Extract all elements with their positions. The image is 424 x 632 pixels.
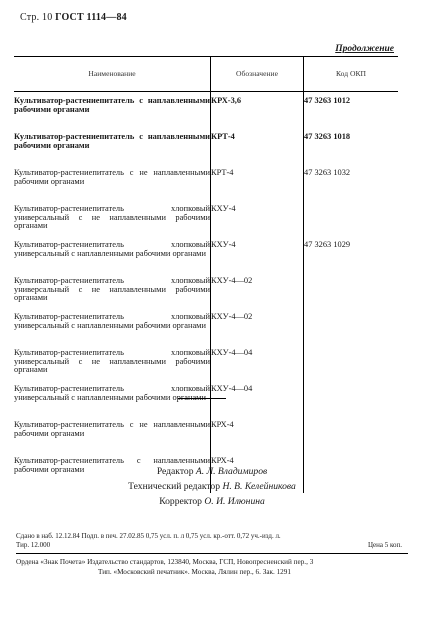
- row-name: Культиватор-растениепитатель с не наплавленными рабочими органами: [14, 168, 210, 186]
- proofreader-name: О. И. Илюнина: [204, 496, 265, 507]
- publisher-line-1: Ордена «Знак Почета» Издательство стандартов, 123840, Москва, ГСП, Новопресненский пер., 3: [16, 558, 314, 566]
- table-row: [14, 97, 398, 133]
- table-row: [14, 313, 398, 349]
- tech-editor-label: Технический редактор: [128, 481, 221, 492]
- table-body: [14, 92, 398, 494]
- row-code: 47 3263 1032: [304, 169, 399, 205]
- row-code: 47 3263 1018: [304, 133, 399, 169]
- proofreader-label: Корректор: [159, 496, 202, 507]
- publisher-line-2: Тип. «Московский печатник». Москва, Лялин пер., 6. Зак. 1291: [98, 568, 291, 576]
- table-row: [14, 277, 398, 313]
- row-code: 47 3263 1029: [304, 241, 399, 277]
- table-row: [14, 169, 398, 205]
- tech-editor-name: Н. В. Келейникова: [222, 481, 296, 492]
- row-code: [304, 385, 399, 421]
- row-name: Культиватор-растениепитатель с не наплавленными рабочими органами: [14, 420, 210, 438]
- imprint-price: Цена 5 коп.: [367, 541, 402, 549]
- row-designation: КРХ-4: [211, 421, 304, 457]
- table-row: [14, 205, 398, 241]
- row-designation: КРТ-4: [211, 169, 304, 205]
- row-designation: КРХ-4: [211, 457, 304, 493]
- row-designation: КХУ-4—04: [211, 349, 304, 385]
- tech-editor-credit: [0, 481, 424, 492]
- row-name: Культиватор-растениепитатель хлопковый универсальный с не наплавленными рабочими органами: [14, 204, 210, 231]
- column-header-designation: Обозначение: [211, 57, 304, 92]
- row-name: Культиватор-растениепитатель с наплавленными рабочими органами: [14, 96, 210, 114]
- row-designation: КХУ-4: [211, 205, 304, 241]
- column-header-name: Наименование: [14, 57, 211, 92]
- editor-label: Редактор: [156, 466, 194, 477]
- row-code: [304, 349, 399, 385]
- products-table: [14, 56, 398, 493]
- table-header-row: [14, 57, 398, 92]
- row-code: [304, 313, 399, 349]
- table-row: [14, 133, 398, 169]
- page-number: Стр. 10: [20, 12, 53, 23]
- row-designation: КХУ-4: [211, 241, 304, 277]
- continuation-label: Продолжение: [335, 44, 394, 54]
- imprint-circulation: Тир. 12.000: [16, 541, 51, 549]
- row-name: Культиватор-растениепитатель хлопковый универсальный с наплавленными рабочими органами: [14, 240, 210, 258]
- row-code: [304, 421, 399, 457]
- row-designation: КХУ-4—02: [211, 277, 304, 313]
- row-designation: КРТ-4: [211, 133, 304, 169]
- row-name: Культиватор-растениепитатель с наплавленными рабочими органами: [14, 456, 210, 474]
- row-name: Культиватор-растениепитатель хлопковый универсальный с не наплавленными рабочими органами: [14, 348, 210, 375]
- row-code: 47 3263 1012: [304, 97, 399, 133]
- row-designation: КХУ-4—04: [211, 385, 304, 421]
- page-header: [20, 12, 127, 23]
- table-row: [14, 421, 398, 457]
- row-name: Культиватор-растениепитатель хлопковый универсальный с наплавленными рабочими органами: [14, 384, 210, 402]
- row-code: [304, 277, 399, 313]
- standard-number: ГОСТ 1114—84: [55, 12, 127, 23]
- column-header-code: Код ОКП: [304, 57, 399, 92]
- row-designation: КРХ-3,6: [211, 97, 304, 133]
- row-name: Культиватор-растениепитатель хлопковый универсальный с не наплавленными рабочими органами: [14, 276, 210, 303]
- proofreader-credit: [0, 496, 424, 507]
- row-name: Культиватор-растениепитатель с наплавленными рабочими органами: [14, 132, 210, 150]
- row-code: [304, 205, 399, 241]
- editor-name: А. Л. Владимиров: [195, 466, 268, 477]
- row-name: Культиватор-растениепитатель хлопковый универсальный с наплавленными рабочими органами: [14, 312, 210, 330]
- imprint-line-1: Сдано в наб. 12.12.84 Подп. в печ. 27.02.85 0,75 усл. п. л 0,75 усл. кр.-отт. 0,72 уч.-изд. л.: [16, 532, 281, 540]
- table-row: [14, 385, 398, 421]
- imprint-rule: [16, 553, 408, 554]
- row-designation: КХУ-4—02: [211, 313, 304, 349]
- editor-credit: [0, 466, 424, 477]
- table-row: [14, 241, 398, 277]
- imprint-line-2: [16, 541, 412, 549]
- table-row: [14, 349, 398, 385]
- end-of-text-rule: [178, 398, 226, 399]
